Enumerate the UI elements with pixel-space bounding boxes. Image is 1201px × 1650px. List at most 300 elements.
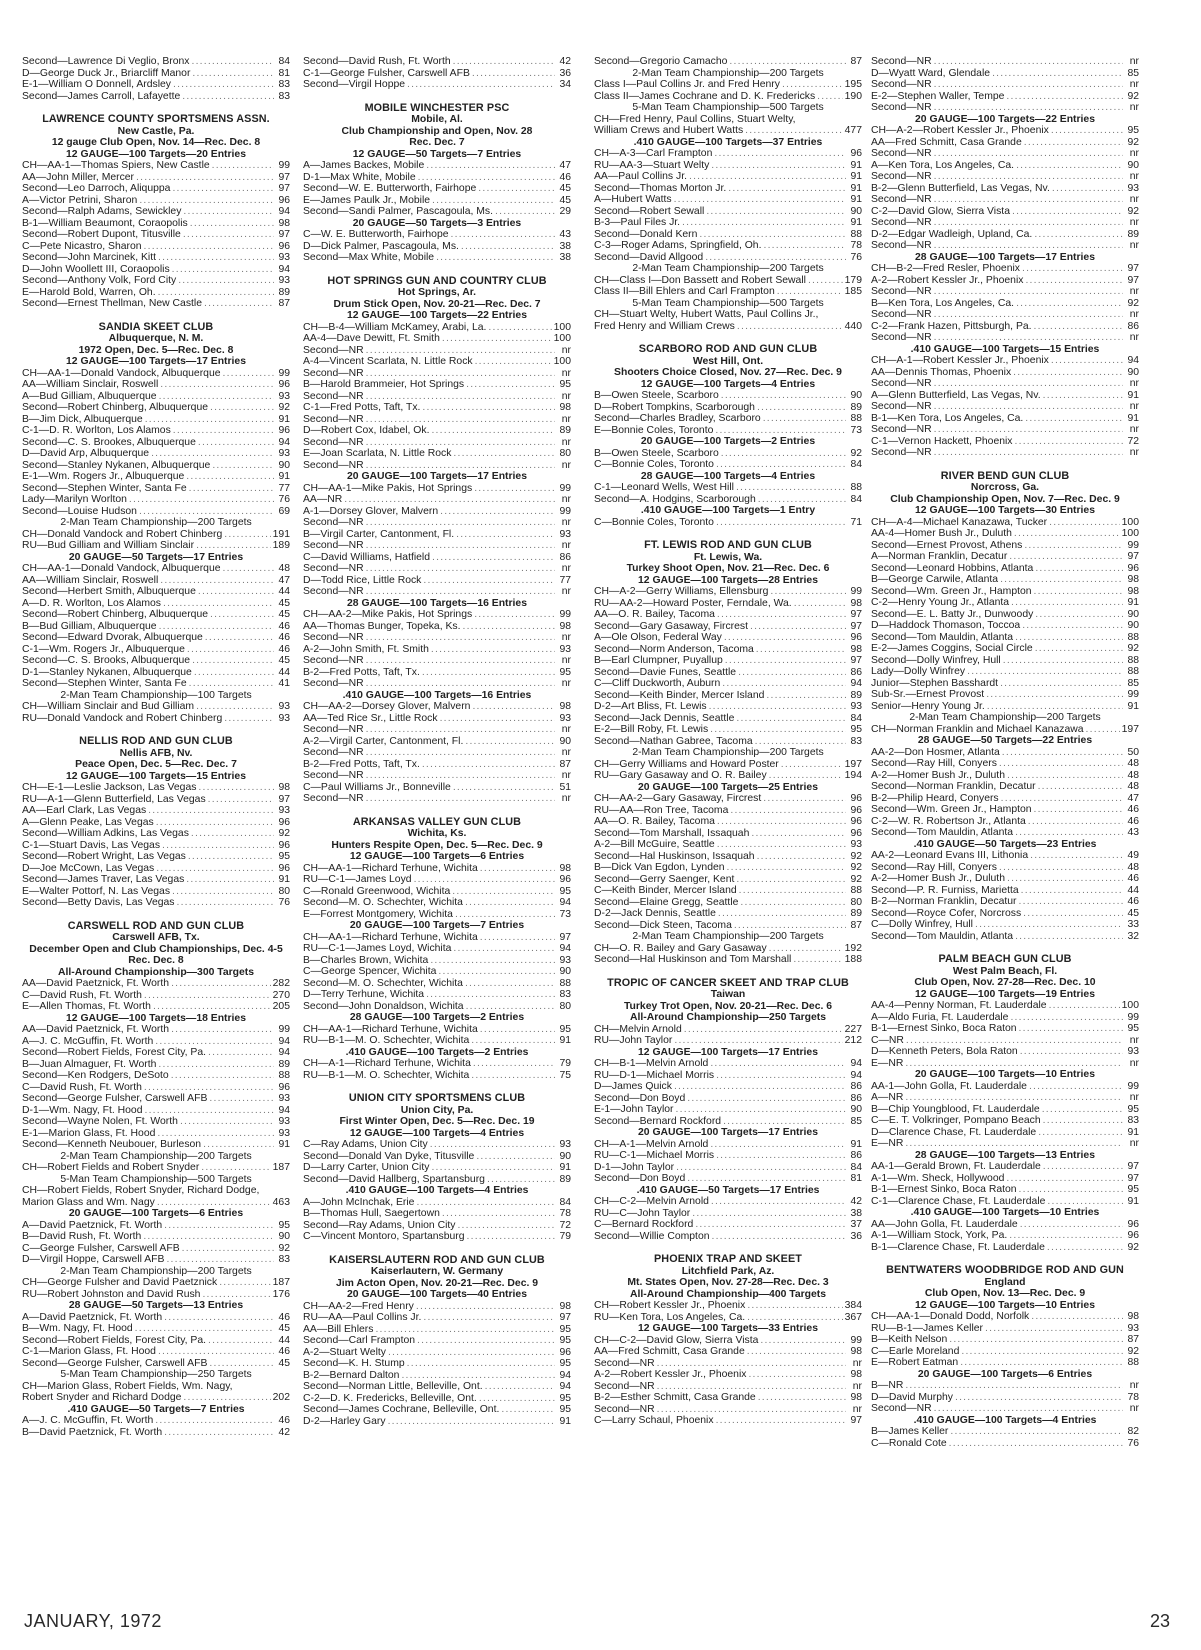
score: 98 <box>1127 1311 1139 1322</box>
event-heading: 12 GAUGE—100 Targets—33 Entries <box>638 1323 818 1334</box>
score: 93 <box>1127 1322 1139 1334</box>
dot-leader <box>144 241 274 253</box>
dot-leader <box>711 160 846 172</box>
result-row <box>871 1357 1139 1369</box>
shooter-entry: E—NR <box>871 1057 904 1069</box>
dot-leader <box>1029 1081 1123 1093</box>
issue-date: JANUARY, 1972 <box>24 1611 162 1631</box>
dot-leader <box>453 782 555 794</box>
score: 86 <box>559 551 571 563</box>
score: 37 <box>850 1219 862 1230</box>
dot-leader <box>1035 609 1123 621</box>
result-row <box>22 586 290 598</box>
shooter-entry: B-2—Philip Heard, Conyers <box>871 792 999 804</box>
event-heading: 28 GAUGE—100 Targets—17 Entries <box>915 251 1095 263</box>
result-row <box>303 1162 571 1174</box>
shooter-entry: Second—Wayne Nolen, Ft. Worth <box>22 1116 178 1127</box>
dot-leader <box>729 56 846 68</box>
event-heading: .410 GAUGE—100 Targets—16 Entries <box>342 689 532 701</box>
shooter-entry: C—Bernard Rockford <box>594 1219 694 1230</box>
dot-leader <box>1028 816 1123 828</box>
result-row <box>871 68 1139 80</box>
shooter-entry: CH—B-4—William McKamey, Arabi, La. <box>303 321 487 333</box>
score: 85 <box>1127 677 1139 689</box>
shooter-entry: D-2—Harley Gary <box>303 1415 386 1427</box>
shooter-entry: CH—Norman Franklin and Michael Kanazawa <box>871 723 1084 735</box>
shooter-entry: E—Robert Eatman <box>871 1357 959 1368</box>
result-row <box>594 413 862 425</box>
shooter-entry: AA—NR <box>303 494 343 505</box>
result-row <box>22 1162 290 1174</box>
result-row <box>871 1380 1139 1392</box>
result-row <box>871 827 1139 839</box>
result-row <box>594 1162 862 1174</box>
dot-leader <box>416 1197 555 1209</box>
result-row <box>871 355 1139 367</box>
shooter-entry: A-2—Homer Bush Jr., Duluth <box>871 769 1005 781</box>
score: 45 <box>278 597 290 609</box>
score: 98 <box>559 402 571 413</box>
score: nr <box>1129 378 1139 389</box>
shooter-entry: C—David Rush, Ft. Worth <box>22 989 142 1001</box>
result-row <box>22 437 290 449</box>
shooter-entry: Second—NR <box>871 217 932 228</box>
dot-leader <box>711 1196 846 1208</box>
result-row <box>22 287 290 299</box>
dot-leader <box>734 920 846 932</box>
event-heading: 20 GAUGE—50 Targets—17 Entries <box>68 551 244 563</box>
shooter-entry: CH—A-1—Richard Terhune, Wichita <box>303 1058 471 1069</box>
dot-leader <box>189 483 274 495</box>
score: nr <box>561 632 571 643</box>
shooter-entry: Second—Max White, Mobile <box>303 252 435 263</box>
result-row <box>303 333 571 345</box>
score: 89 <box>850 689 862 701</box>
shooter-entry: Second—NR <box>871 79 932 90</box>
event-heading: 12 GAUGE—100 Targets—20 Entries <box>66 148 246 160</box>
dot-leader <box>1015 931 1123 943</box>
score: 96 <box>278 862 290 874</box>
dot-leader <box>172 183 274 195</box>
shooter-entry: RU—AA—Paul Collins Jr. <box>303 1312 422 1323</box>
shoot-info: Club Championship and Open, Nov. 28 <box>341 125 533 137</box>
dot-leader <box>488 322 551 334</box>
result-row <box>871 1012 1139 1024</box>
score: 179 <box>844 274 862 286</box>
club-name: RIVER BEND GUN CLUB <box>940 469 1070 482</box>
dot-leader <box>480 932 555 944</box>
dot-leader <box>164 1312 274 1324</box>
score: 98 <box>850 643 862 655</box>
shooter-entry: A—Aldo Furia, Ft. Lauderdale <box>871 1011 1009 1023</box>
shooter-entry: Second—NR <box>303 390 364 402</box>
score: 42 <box>278 1426 290 1438</box>
dot-leader <box>171 978 271 990</box>
shooter-entry: CH—AA-1—Thomas Spiers, New Castle <box>22 160 210 171</box>
club-name: KAISERSLAUTERN ROD AND GUN CLUB <box>329 1253 545 1266</box>
dot-leader <box>139 506 274 518</box>
shooter-entry: A—J. C. McGuffin, Ft. Worth <box>22 1415 154 1426</box>
dot-leader <box>1009 1230 1123 1242</box>
shooter-entry: CH—AA-2—Gary Gasaway, Fircrest <box>594 793 762 804</box>
event-heading: 12 GAUGE—100 Targets—19 Entries <box>915 988 1095 1000</box>
shooter-entry: RU—AA-3—Stuart Welty <box>594 159 710 171</box>
result-row <box>22 598 290 610</box>
score: 94 <box>278 1035 290 1047</box>
shooter-entry: AA-1—Gerald Brown, Ft. Lauderdale <box>871 1161 1041 1172</box>
dot-leader <box>1015 436 1123 448</box>
score: 38 <box>559 240 571 252</box>
shooter-entry: AA-2—Leonard Evans III, Lithonia <box>871 850 1029 861</box>
dot-leader <box>158 287 274 299</box>
dot-leader <box>1034 804 1123 816</box>
shooter-entry: Second—Carl Frampton <box>303 1335 416 1346</box>
result-row <box>22 655 290 667</box>
result-row <box>22 1059 290 1071</box>
score: nr <box>852 1357 862 1369</box>
shooter-entry: A-2—Stuart Welty <box>303 1346 386 1358</box>
score: 97 <box>278 183 290 194</box>
result-row <box>594 1404 862 1416</box>
shooter-entry: C—Keith Binder, Mercer Island <box>594 885 737 896</box>
score: 90 <box>1127 608 1139 620</box>
score: nr <box>1129 332 1139 343</box>
result-row <box>303 1324 571 1336</box>
score: 93 <box>278 1127 290 1139</box>
dot-leader <box>190 218 274 230</box>
result-row <box>303 1416 571 1428</box>
score: 80 <box>559 448 571 459</box>
shooter-entry: Second—NR <box>303 367 364 379</box>
dot-leader <box>766 690 846 702</box>
score: 92 <box>1127 205 1139 217</box>
shoot-info: Norcross, Ga. <box>970 482 1040 493</box>
score: 94 <box>278 436 290 448</box>
score: nr <box>1129 286 1139 297</box>
event-heading: All-Around Championship—300 Targets <box>57 966 255 978</box>
result-row <box>303 759 571 771</box>
shooter-entry: C—E. T. Volkringer, Pompano Beach <box>871 1115 1041 1126</box>
result-row <box>303 1220 571 1232</box>
score: nr <box>1129 424 1139 435</box>
dot-leader <box>495 206 555 218</box>
dot-leader <box>431 1162 555 1174</box>
shooter-entry: A-2—Robert Kessler Jr., Phoenix <box>871 274 1024 286</box>
dot-leader <box>196 701 274 713</box>
score: 95 <box>559 1358 571 1369</box>
result-row <box>303 402 571 414</box>
shooter-entry: Second—C. S. Brooks, Albuquerque <box>22 655 191 666</box>
score: 92 <box>1127 90 1139 102</box>
shooter-entry: Second—James Traver, Las Vegas <box>22 874 185 885</box>
dot-leader <box>1006 1173 1123 1185</box>
shooter-entry: CH—A-2—Robert Kessler Jr., Phoenix <box>871 125 1049 136</box>
dot-leader <box>1034 321 1123 333</box>
shooter-entry: E-1—Marion Glass, Ft. Hood <box>22 1127 156 1139</box>
club-name: BENTWATERS WOODBRIDGE ROD AND GUN <box>886 1264 1124 1276</box>
shooter-entry: C—Bonnie Coles, Toronto <box>594 516 714 528</box>
score: 440 <box>844 320 862 332</box>
score: nr <box>561 586 571 597</box>
shoot-info: 1972 Open, Dec. 5—Rec. Dec. 8 <box>78 344 234 356</box>
dot-leader <box>657 1381 846 1393</box>
dot-leader <box>223 368 275 380</box>
result-row <box>594 1035 862 1047</box>
dot-leader <box>388 1416 555 1428</box>
score: 92 <box>850 873 862 885</box>
shooter-entry: D—Robert Tompkins, Scarborough <box>594 401 755 413</box>
score: 99 <box>559 609 571 620</box>
shoot-info: Turkey Trot Open, Nov. 20-21—Rec. Dec. 6 <box>623 1000 833 1012</box>
score: 463 <box>272 1196 290 1208</box>
shooter-entry: RU—B-1—M. O. Schechter, Wichita <box>303 1035 470 1046</box>
dot-leader <box>905 1092 1123 1104</box>
shooter-entry: Second—NR <box>871 309 932 320</box>
dot-leader <box>471 1070 555 1082</box>
dot-leader <box>457 1220 555 1232</box>
shooter-entry: RU—AA-2—Howard Poster, Ferndale, Wa. <box>594 597 792 609</box>
dot-leader <box>417 1335 555 1347</box>
dot-leader <box>366 747 555 759</box>
score: 93 <box>559 1139 571 1150</box>
score: 49 <box>1127 850 1139 861</box>
result-row <box>22 1116 290 1128</box>
shooter-entry: Lady—Dolly Winfrey <box>871 666 966 677</box>
score: 188 <box>844 954 862 965</box>
team-event-heading: 5-Man Team Championship—250 Targets <box>60 1369 252 1380</box>
dot-leader <box>160 379 274 391</box>
score: 90 <box>850 205 862 217</box>
score: 79 <box>559 1058 571 1069</box>
dot-leader <box>192 56 275 68</box>
score: 97 <box>278 171 290 183</box>
dot-leader <box>716 1070 846 1082</box>
score: 189 <box>272 540 290 551</box>
dot-leader <box>934 309 1123 321</box>
shooter-entry: C-1—Wm. Rogers Jr., Albuquerque <box>22 643 185 655</box>
shooter-entry: E—James Paulk Jr., Mobile <box>303 194 431 206</box>
dot-leader <box>934 424 1123 436</box>
score: 45 <box>278 609 290 620</box>
result-row <box>594 425 862 437</box>
dot-leader <box>440 506 555 518</box>
dot-leader <box>456 529 555 541</box>
score: 94 <box>278 1104 290 1116</box>
dot-leader <box>710 724 846 736</box>
score: 91 <box>559 1035 571 1046</box>
dot-leader <box>407 1358 555 1370</box>
score: nr <box>1129 217 1139 228</box>
result-row <box>594 56 862 68</box>
score: 46 <box>559 171 571 183</box>
score: 92 <box>1127 1345 1139 1357</box>
dot-leader <box>186 471 274 483</box>
dot-leader <box>183 229 274 241</box>
dot-leader <box>129 494 274 506</box>
score: 88 <box>1127 654 1139 666</box>
shooter-entry: CH—A-1—Melvin Arnold <box>594 1138 709 1150</box>
shooter-entry: C—David Williams, Hatfield <box>303 551 431 563</box>
result-row <box>594 390 862 402</box>
result-row <box>871 1104 1139 1116</box>
shooter-entry: CH—George Fulsher and David Paetznick <box>22 1277 218 1288</box>
result-row <box>303 252 571 264</box>
score: nr <box>1129 102 1139 113</box>
shoot-info: Taiwan <box>710 989 746 1000</box>
dot-leader <box>414 874 555 886</box>
score: 87 <box>559 758 571 770</box>
score: nr <box>561 793 571 804</box>
dot-leader <box>145 414 274 426</box>
shooter-entry: William Crews and Hubert Watts <box>594 125 744 136</box>
dot-leader <box>422 759 555 771</box>
shooter-entry: B-1—Ernest Sinko, Boca Raton <box>871 1184 1017 1195</box>
shooter-entry: CH—B-1—Melvin Arnold <box>594 1058 709 1069</box>
shooter-entry: C-2—David Glow, Sierra Vista <box>871 205 1010 217</box>
result-row <box>22 575 290 587</box>
dot-leader <box>453 448 555 460</box>
score: 36 <box>559 67 571 79</box>
dot-leader <box>747 1300 842 1312</box>
result-row <box>594 160 862 172</box>
score: 90 <box>278 1231 290 1242</box>
dot-leader <box>748 1369 846 1381</box>
shooter-entry: Second—Hal Huskinson, Issaquah <box>594 850 755 862</box>
shooter-entry: C—Cliff Duckworth, Auburn <box>594 678 721 689</box>
dot-leader <box>999 862 1123 874</box>
result-row <box>22 1001 290 1013</box>
club-name: SANDIA SKEET CLUB <box>98 320 214 333</box>
result-row <box>303 736 571 748</box>
dot-leader <box>139 195 274 207</box>
score: 88 <box>1127 666 1139 677</box>
shooter-entry: C-2—D. K. Fredericks, Belleville, Ont. <box>303 1392 477 1404</box>
event-heading: .410 GAUGE—100 Targets—2 Entries <box>345 1046 529 1058</box>
score: 84 <box>850 493 862 505</box>
score: 95 <box>278 851 290 862</box>
shooter-entry: RU—John Taylor <box>594 1035 673 1046</box>
shooter-entry: AA—Ted Rice Sr., Little Rock <box>303 712 438 724</box>
shooter-entry: CH—Melvin Arnold <box>594 1023 682 1035</box>
shooter-entry: Second—NR <box>303 459 364 471</box>
dot-leader <box>198 782 274 794</box>
result-row <box>22 1036 290 1048</box>
shooter-entry: B-2—Glenn Butterfield, Las Vegas, Nv. <box>871 182 1050 194</box>
team-event-heading: 2-Man Team Championship—100 Targets <box>60 689 252 701</box>
score: 95 <box>559 379 571 390</box>
result-row <box>594 667 862 679</box>
result-row <box>871 701 1139 713</box>
dot-leader <box>739 885 846 897</box>
result-row <box>303 229 571 241</box>
score: 227 <box>844 1023 862 1035</box>
shooter-entry: Class II—Bill Ehlers and Carl Frampton <box>594 286 775 297</box>
shooter-entry: Second—Sandi Palmer, Pascagoula, Ms. <box>303 206 494 217</box>
dot-leader <box>1002 747 1123 759</box>
shooter-entry: D—Clarence Chase, Ft. Lauderdale <box>871 1126 1037 1138</box>
club-name: UNION CITY SPORTSMENS CLUB <box>348 1092 526 1104</box>
score: 98 <box>559 1300 571 1312</box>
dot-leader <box>905 1380 1123 1392</box>
shooter-entry: D-1—Stanley Nykanen, Albuquerque <box>22 666 192 678</box>
dot-leader <box>695 1219 846 1231</box>
result-row <box>303 356 571 368</box>
score: 90 <box>1127 366 1139 378</box>
shooter-entry: AA—David Paetznick, Ft. Worth <box>22 978 170 989</box>
dot-leader <box>157 1128 274 1140</box>
result-row <box>303 1035 571 1047</box>
shooter-entry: Second—Lawrence Di Veglio, Bronx <box>22 56 190 67</box>
team-event-heading: 5-Man Team Championship—500 Targets <box>632 297 824 309</box>
score: 99 <box>559 482 571 494</box>
event-heading: 12 GAUGE—100 Targets—28 Entries <box>638 574 818 586</box>
dot-leader <box>157 1197 271 1209</box>
shooter-entry: Class II—James Cochrane and D. K. Fredericks <box>594 90 816 102</box>
dot-leader <box>758 1392 846 1404</box>
result-row <box>22 1231 290 1243</box>
shooter-entry: C—Earle Moreland <box>871 1345 960 1357</box>
dot-leader <box>148 805 274 817</box>
score: 87 <box>1127 1334 1139 1345</box>
result-row <box>871 137 1139 149</box>
result-row <box>871 758 1139 770</box>
dot-leader <box>1019 1023 1123 1035</box>
score: 47 <box>559 160 571 171</box>
result-row <box>594 1173 862 1185</box>
dot-leader <box>710 1058 846 1070</box>
event-heading: 12 GAUGE—100 Targets—15 Entries <box>66 770 246 782</box>
dot-leader <box>657 1404 846 1416</box>
result-row <box>303 1312 571 1324</box>
dot-leader <box>164 1220 274 1232</box>
score: 46 <box>278 1346 290 1357</box>
shooter-entry: Second—Edward Dvorak, Albuquerque <box>22 632 203 643</box>
shooter-entry: CH—AA-1—Donald Dodd, Norfolk <box>871 1311 1030 1322</box>
result-row <box>871 666 1139 678</box>
dot-leader <box>473 1058 555 1070</box>
score: 90 <box>559 1150 571 1162</box>
score: 42 <box>850 1196 862 1207</box>
shooter-entry: D—Dick Palmer, Pascagoula, Ms. <box>303 240 459 252</box>
score: 91 <box>559 1415 571 1427</box>
shooter-entry: CH—Donald Vandock and Robert Chinberg <box>22 528 223 540</box>
event-heading: 12 GAUGE—100 Targets—18 Entries <box>66 1012 246 1024</box>
result-row <box>303 1231 571 1243</box>
dot-leader <box>674 1035 842 1047</box>
score: 33 <box>1127 919 1139 930</box>
score: 45 <box>278 1357 290 1369</box>
shooter-entry: Second—NR <box>871 447 932 458</box>
dot-leader <box>210 609 274 621</box>
score: nr <box>1129 447 1139 458</box>
shooter-entry: CH—Robert Kessler Jr., Phoenix <box>594 1300 746 1311</box>
result-row <box>871 540 1139 552</box>
dot-leader <box>1043 1115 1123 1127</box>
dot-leader <box>480 1024 555 1036</box>
shooter-entry: Second—NR <box>303 655 364 666</box>
result-row <box>22 978 290 990</box>
score: nr <box>561 413 571 425</box>
dot-leader <box>475 356 552 368</box>
team-members-line: CH—Stuart Welty, Hubert Watts, Paul Collins Jr., <box>594 309 819 320</box>
dot-leader <box>366 345 555 357</box>
dot-leader <box>426 989 555 1001</box>
event-heading: 12 GAUGE—100 Targets—6 Entries <box>349 851 525 862</box>
score: 91 <box>1127 412 1139 424</box>
score: 36 <box>850 1230 862 1242</box>
score: 46 <box>1127 804 1139 815</box>
result-row <box>22 713 290 725</box>
